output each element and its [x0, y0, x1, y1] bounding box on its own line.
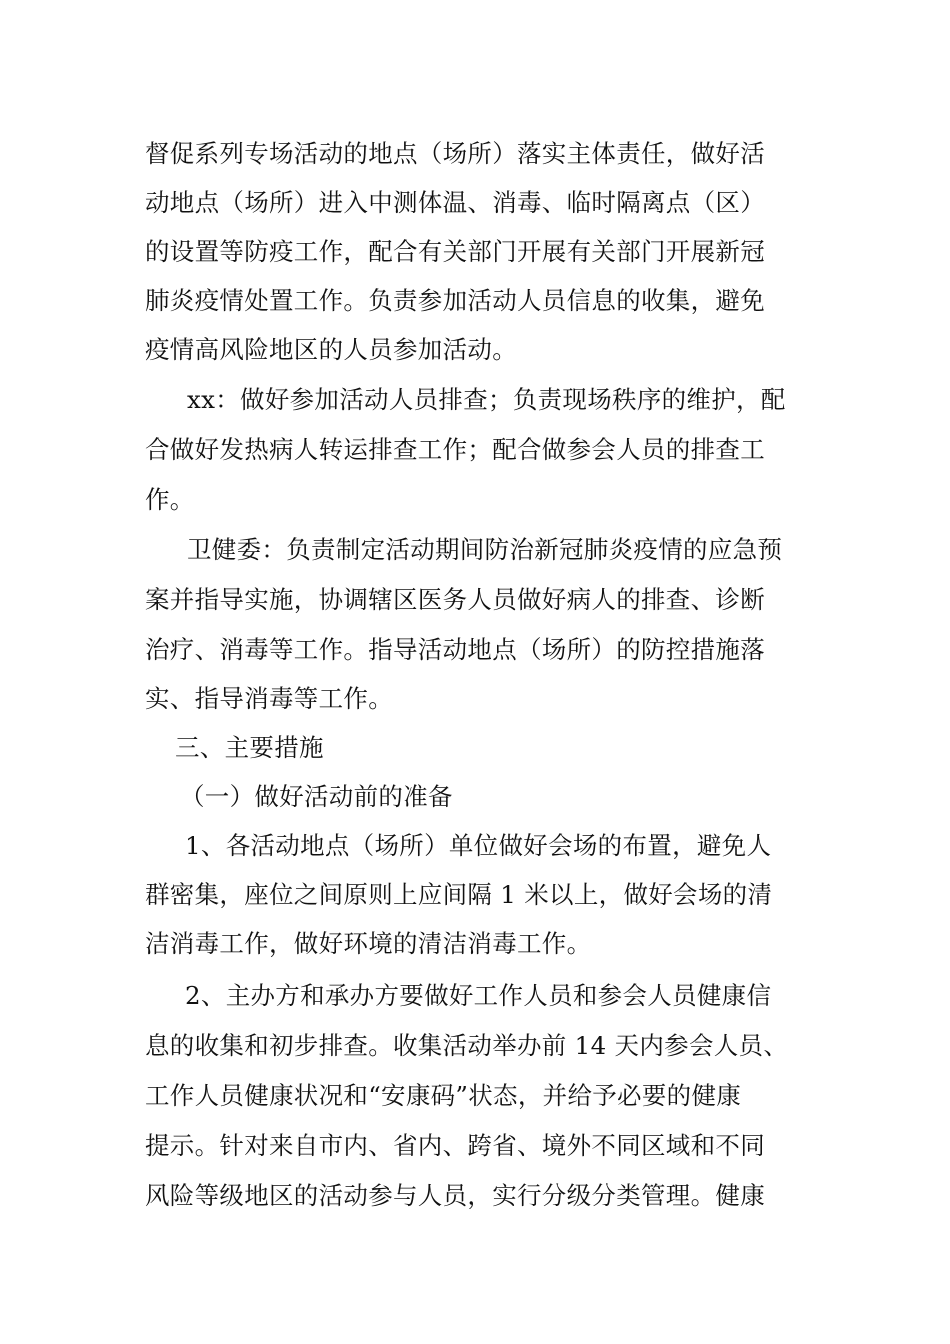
- text-line: 疫情高风险地区的人员参加活动。: [145, 335, 517, 364]
- text-line: 督促系列专场活动的地点（场所）落实主体责任，做好活: [145, 139, 765, 168]
- section-heading: 三、主要措施: [175, 733, 324, 762]
- text-line: 治疗、消毒等工作。指导活动地点（场所）的防控措施落: [145, 635, 765, 664]
- text-line: xx：做好参加活动人员排查；负责现场秩序的维护，配: [187, 385, 786, 414]
- text-line: 风险等级地区的活动参与人员，实行分级分类管理。健康: [145, 1181, 765, 1210]
- text-line: 作。: [145, 485, 195, 514]
- subsection-heading: （一）做好活动前的准备: [180, 782, 453, 811]
- text-line: 提示。针对来自市内、省内、跨省、境外不同区域和不同: [145, 1131, 765, 1160]
- text-line: 群密集，座位之间原则上应间隔 1 米以上，做好会场的清: [145, 880, 773, 909]
- text-line: 洁消毒工作，做好环境的清洁消毒工作。: [145, 929, 592, 958]
- text-line: 2、主办方和承办方要做好工作人员和参会人员健康信: [185, 981, 772, 1010]
- text-line: 合做好发热病人转运排查工作；配合做参会人员的排查工: [145, 435, 765, 464]
- text-line: 肺炎疫情处置工作。负责参加活动人员信息的收集，避免: [145, 286, 765, 315]
- text-line: 卫健委：负责制定活动期间防治新冠肺炎疫情的应急预: [187, 535, 783, 564]
- text-line: 息的收集和初步排查。收集活动举办前 14 天内参会人员、: [145, 1031, 789, 1060]
- text-line: 1、各活动地点（场所）单位做好会场的布置，避免人: [185, 831, 772, 860]
- text-line: 动地点（场所）进入中测体温、消毒、临时隔离点（区）: [145, 188, 765, 217]
- text-line: 工作人员健康状况和“安康码”状态，并给予必要的健康: [145, 1081, 742, 1110]
- text-line: 实、指导消毒等工作。: [145, 684, 393, 713]
- text-line: 的设置等防疫工作，配合有关部门开展有关部门开展新冠: [145, 237, 765, 266]
- text-line: 案并指导实施，协调辖区医务人员做好病人的排查、诊断: [145, 585, 765, 614]
